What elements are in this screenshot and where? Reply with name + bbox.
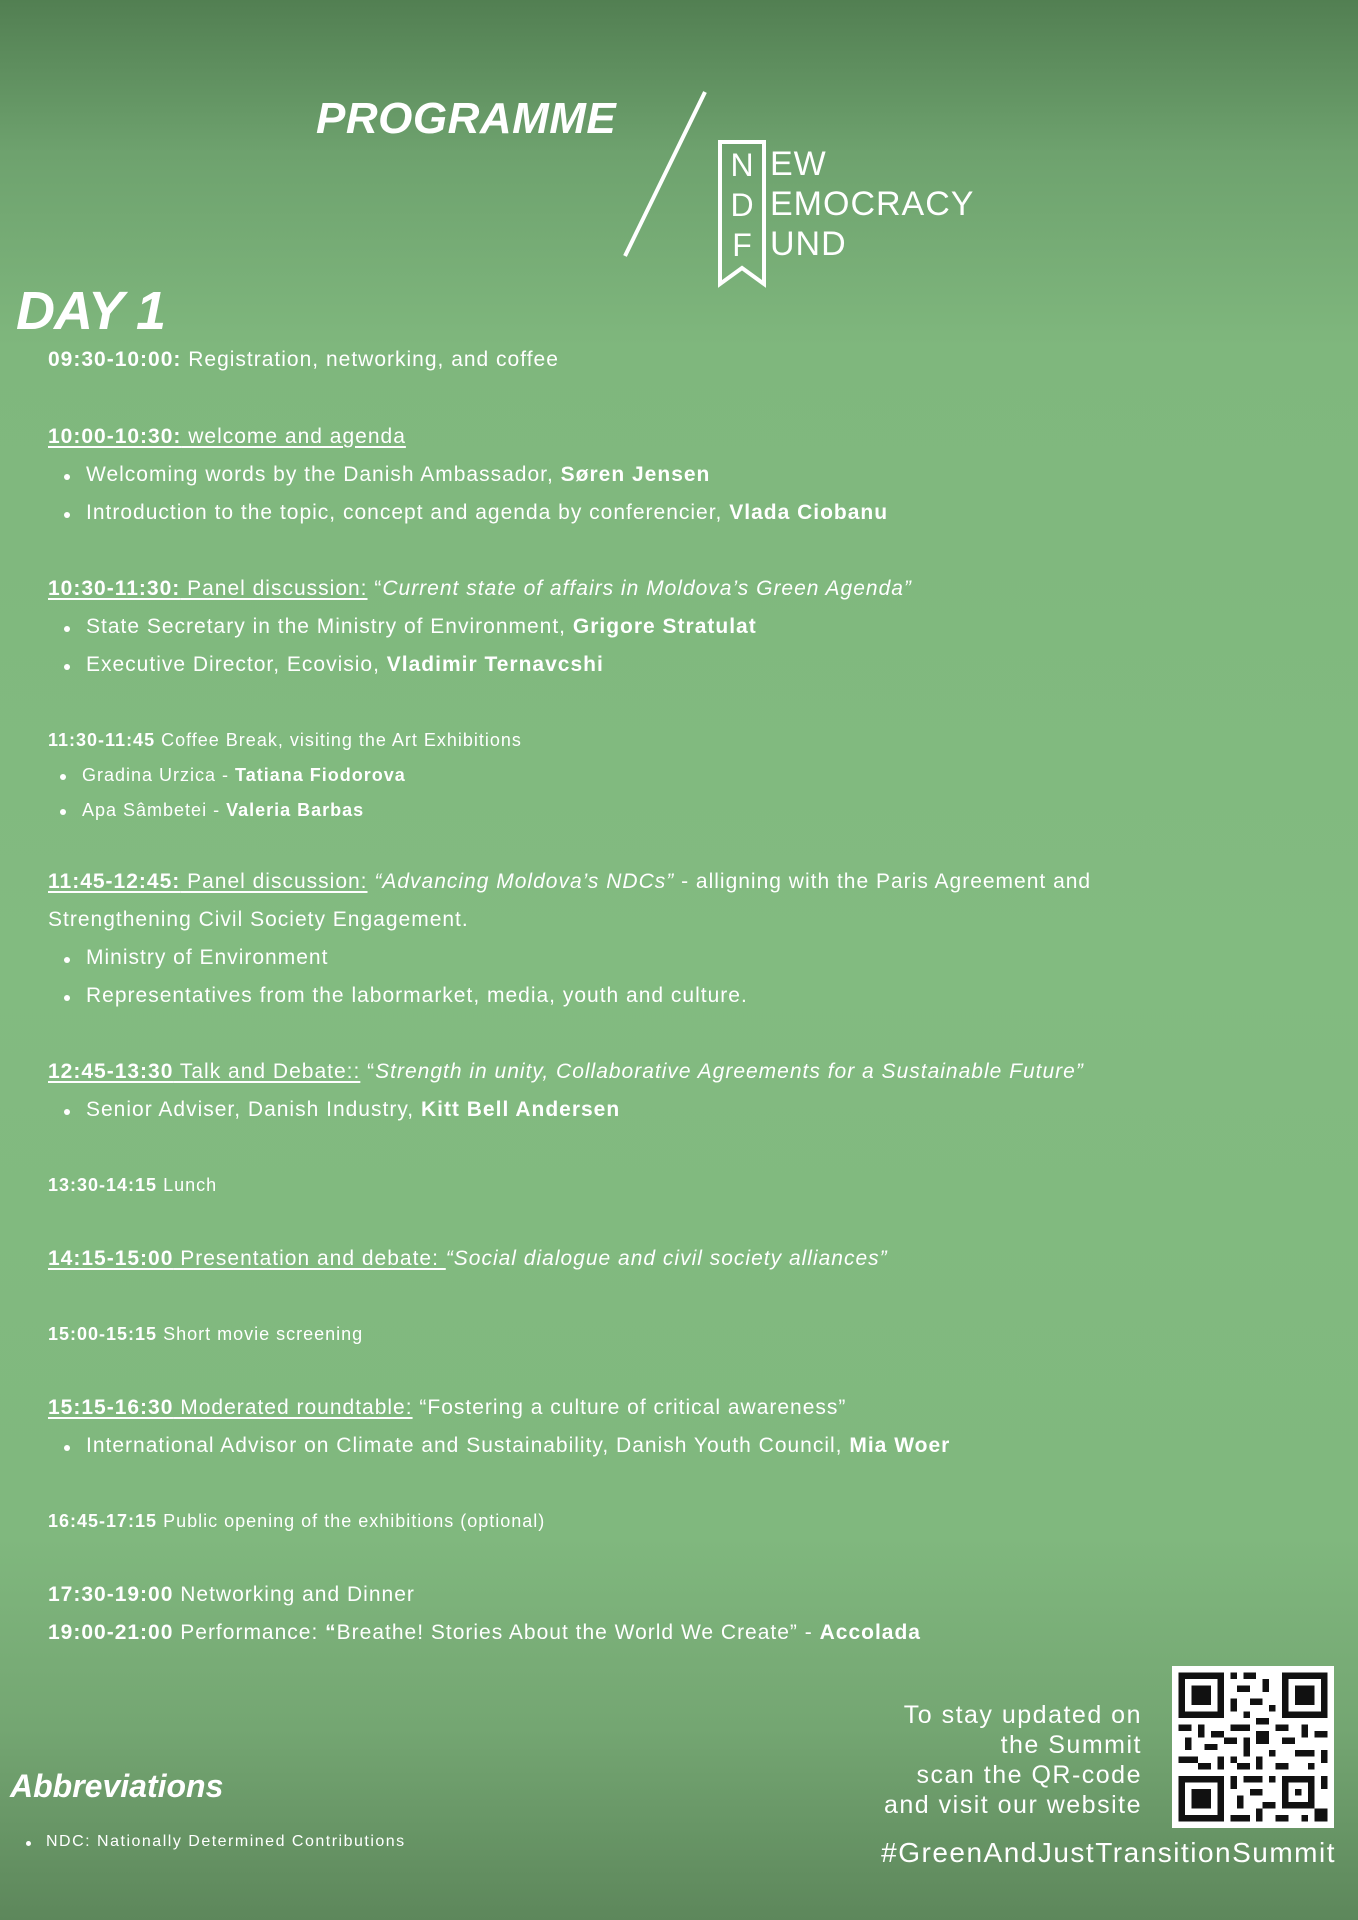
qr-code[interactable] — [1172, 1666, 1334, 1828]
list-item: Apa Sâmbetei - Valeria Barbas — [60, 800, 364, 821]
programme-title: PROGRAMME — [316, 94, 617, 143]
list-item: International Advisor on Climate and Sustainability, Danish Youth Council, Mia Woer — [64, 1434, 950, 1458]
schedule-item: 15:15-16:30 Moderated roundtable: “Fostering a culture of critical awareness” — [48, 1396, 847, 1419]
logo-letter-f: F — [732, 227, 752, 263]
list-item: Gradina Urzica - Tatiana Fiodorova — [60, 765, 406, 786]
abbreviations-title: Abbreviations — [10, 1768, 224, 1804]
logo-word-3: UND — [770, 225, 847, 263]
logo-letter-d: D — [730, 187, 754, 223]
schedule-item: 19:00-21:00 Performance: “Breathe! Stories About the World We Create” - Accolada — [48, 1621, 921, 1644]
logo-wordmark — [770, 144, 974, 264]
schedule-item: 15:00-15:15 Short movie screening — [48, 1324, 364, 1344]
schedule-item: 13:30-14:15 Lunch — [48, 1175, 218, 1195]
day-title: DAY 1 — [16, 281, 166, 341]
abbreviation-item: NDC: Nationally Determined Contributions — [26, 1833, 406, 1851]
logo-letter-n: N — [730, 147, 754, 183]
schedule-item: 10:30-11:30: Panel discussion: “Current state of affairs in Moldova’s Green Agenda” — [48, 577, 912, 600]
logo-word-1: EW — [770, 145, 827, 183]
schedule-item: 11:30-11:45 Coffee Break, visiting the Art Exhibitions — [48, 730, 522, 750]
ndf-logo — [718, 140, 766, 288]
schedule-item: 14:15-15:00 Presentation and debate: “Social dialogue and civil society alliances” — [48, 1247, 888, 1270]
schedule-item: 17:30-19:00 Networking and Dinner — [48, 1583, 415, 1606]
divider-slash — [620, 90, 710, 260]
list-item: Representatives from the labormarket, media, youth and culture. — [64, 984, 748, 1008]
schedule-item: 10:00-10:30: welcome and agenda — [48, 425, 406, 448]
schedule-item-continued: Strengthening Civil Society Engagement. — [48, 908, 469, 931]
list-item: Welcoming words by the Danish Ambassador, Søren Jensen — [64, 463, 710, 487]
list-item: State Secretary in the Ministry of Environment, Grigore Stratulat — [64, 615, 757, 639]
schedule-item: 16:45-17:15 Public opening of the exhibitions (optional) — [48, 1511, 546, 1531]
schedule-item: 11:45-12:45: Panel discussion: “Advancing Moldova’s NDCs” - alligning with the Paris Agreement and — [48, 870, 1092, 893]
schedule-item: 12:45-13:30 Talk and Debate:: “Strength in unity, Collaborative Agreements for a Sustainable Future” — [48, 1060, 1084, 1083]
list-item: Executive Director, Ecovisio, Vladimir Ternavcshi — [64, 653, 604, 677]
list-item: Ministry of Environment — [64, 946, 328, 970]
schedule-item: 09:30-10:00: Registration, networking, and coffee — [48, 348, 559, 371]
list-item: Senior Adviser, Danish Industry, Kitt Bell Andersen — [64, 1098, 620, 1122]
qr-instructions: To stay updated on the Summit scan the QR-code and visit our website — [883, 1701, 1142, 1819]
list-item: Introduction to the topic, concept and agenda by conferencier, Vlada Ciobanu — [64, 501, 888, 525]
logo-word-2: EMOCRACY — [770, 185, 975, 223]
hashtag: #GreenAndJustTransitionSummit — [881, 1837, 1336, 1868]
